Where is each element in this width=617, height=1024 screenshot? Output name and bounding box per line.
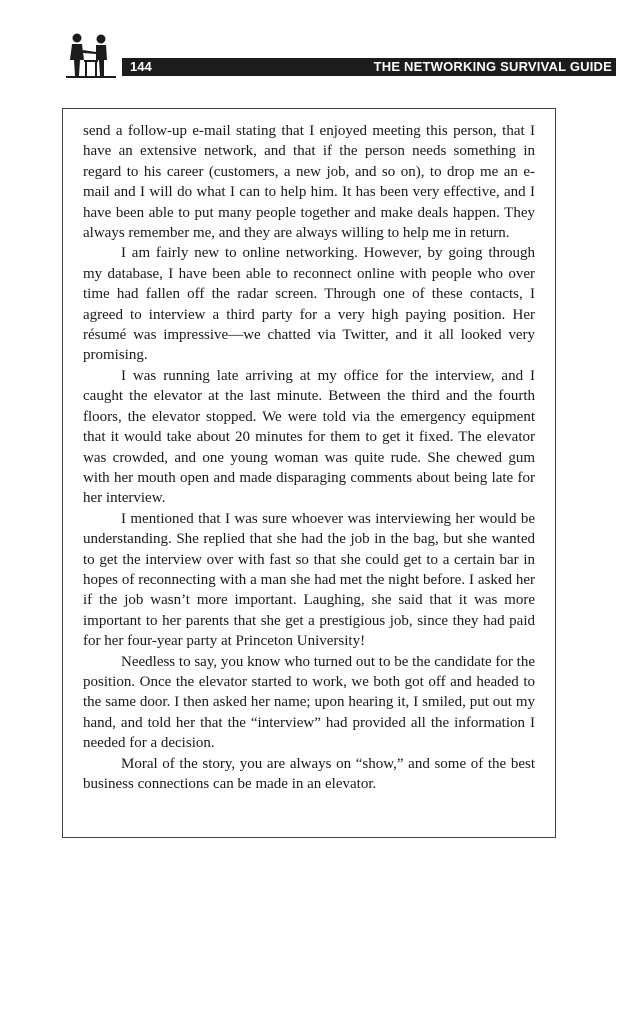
handshake-figures-icon <box>60 30 120 78</box>
paragraph: send a follow-up e-mail stating that I enjoyed meeting this person, that I have an extensive network, and that if the person needs something in regard to his career (customers, a new job, and so on), to drop me an e-mail and I will do what I can to help him. It has been very effective, and I have been able to put many people together and make deals happen. They always remember me, and they are always willing to help me in return. <box>83 123 535 242</box>
boxed-anecdote <box>62 108 556 838</box>
running-header <box>60 30 612 78</box>
paragraph: Moral of the story, you are always on “show,” and some of the best business connections can be made in an elevator. <box>83 755 535 792</box>
paragraph: I mentioned that I was sure whoever was interviewing her would be understanding. She replied that she had the job in the bag, but she wanted to get the interview over with fast so that she could get to a certain bar in hopes of reconnecting with a man she had met the night before. I asked her if the job wasn’t more important. Laughing, she said that it was more important to her parents that she get a prestigious job, since they had paid for her four-year party at Princeton University! <box>83 510 535 650</box>
page-number: 144 <box>130 59 152 74</box>
paragraph: I am fairly new to online networking. However, by going through my database, I have been able to reconnect online with people who over time had fallen off the radar screen. Through one of these contacts, I agreed to interview a third party for a very high paying position. Her résumé was impressive—we chatted via Twitter, and it all looked very promising. <box>83 245 535 364</box>
book-title: THE NETWORKING SURVIVAL GUIDE <box>373 59 612 74</box>
paragraph: Needless to say, you know who turned out to be the candidate for the position. Once the elevator started to work, we both got off and headed to the same door. I then asked her name; upon hearing it, I smiled, put out my hand, and told her that the “interview” had provided all the information I needed for a decision. <box>83 653 535 752</box>
header-bar <box>122 58 616 76</box>
paragraph: I was running late arriving at my office for the interview, and I caught the elevator at the last minute. Between the third and the fourth floors, the elevator stopped. We were told via the emergency equipment that it would take about 20 minutes for them to get it fixed. The elevator was crowded, and one young woman was quite rude. She chewed gum with her mouth open and made disparaging comments about being late for her interview. <box>83 367 535 507</box>
